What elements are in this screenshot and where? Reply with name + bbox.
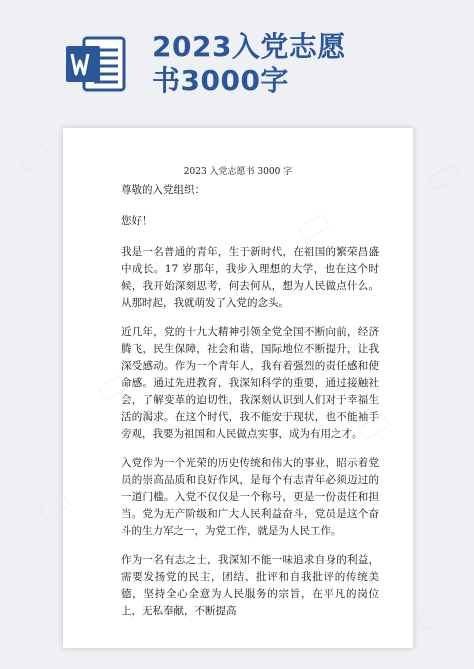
document-body <box>121 182 379 632</box>
greeting: 您好！ <box>121 215 153 227</box>
page-title <box>152 30 452 98</box>
page-title-line1: 2023入党志愿 <box>152 30 346 63</box>
paragraph: 我是一名普通的青年，生于新时代，在祖国的繁荣昌盛中成长。17 岁那年，我步入理想的大学，也在这个时候，我开始深刻思考，何去何从，想为人民做点什么。从那时起，我就萌发了入党的念头。 <box>121 246 379 309</box>
document-title: 2023 入党志愿书 3000 字 <box>183 167 293 177</box>
page-title-line2: 书3000字 <box>152 64 289 97</box>
salutation: 尊敬的入党组织： <box>121 184 205 196</box>
paragraph: 作为一名有志之士，我深知不能一味追求自身的利益，需要发扬党的民主，团结、批评和自我批评的传统美德，坚持全心全意为人民服务的宗旨，在平凡的岗位上，无私奉献，不断提高 <box>121 554 379 617</box>
paragraph: 近几年，党的十九大精神引领全党全国不断向前，经济腾飞，民生保障，社会和谐，国际地位不断提升，让我深受感动。作为一个青年人，我有着强烈的责任感和使命感。通过先进教育，我深知科学的重要，通过接触社会，了解变革的迫切性，我深刻认识到人们对于幸福生活的渴求。在这个时代，我不能安于现状，也不能袖手旁观，我要为祖国和人民做点实事，成为有用之才。 <box>121 326 379 440</box>
word-app-icon <box>64 34 128 94</box>
paragraph: 入党作为一个光荣的历史传统和伟大的事业，昭示着党员的崇高品质和良好作风，是每个有志青年必须迈过的一道门槛。入党不仅仅是一个称号，更是一份责任和担当。党为无产阶级和广大人民利益奋斗，党员是这个奋斗的生力军之一，为党工作，就是为人民工作。 <box>121 457 379 537</box>
document-page <box>63 128 413 648</box>
